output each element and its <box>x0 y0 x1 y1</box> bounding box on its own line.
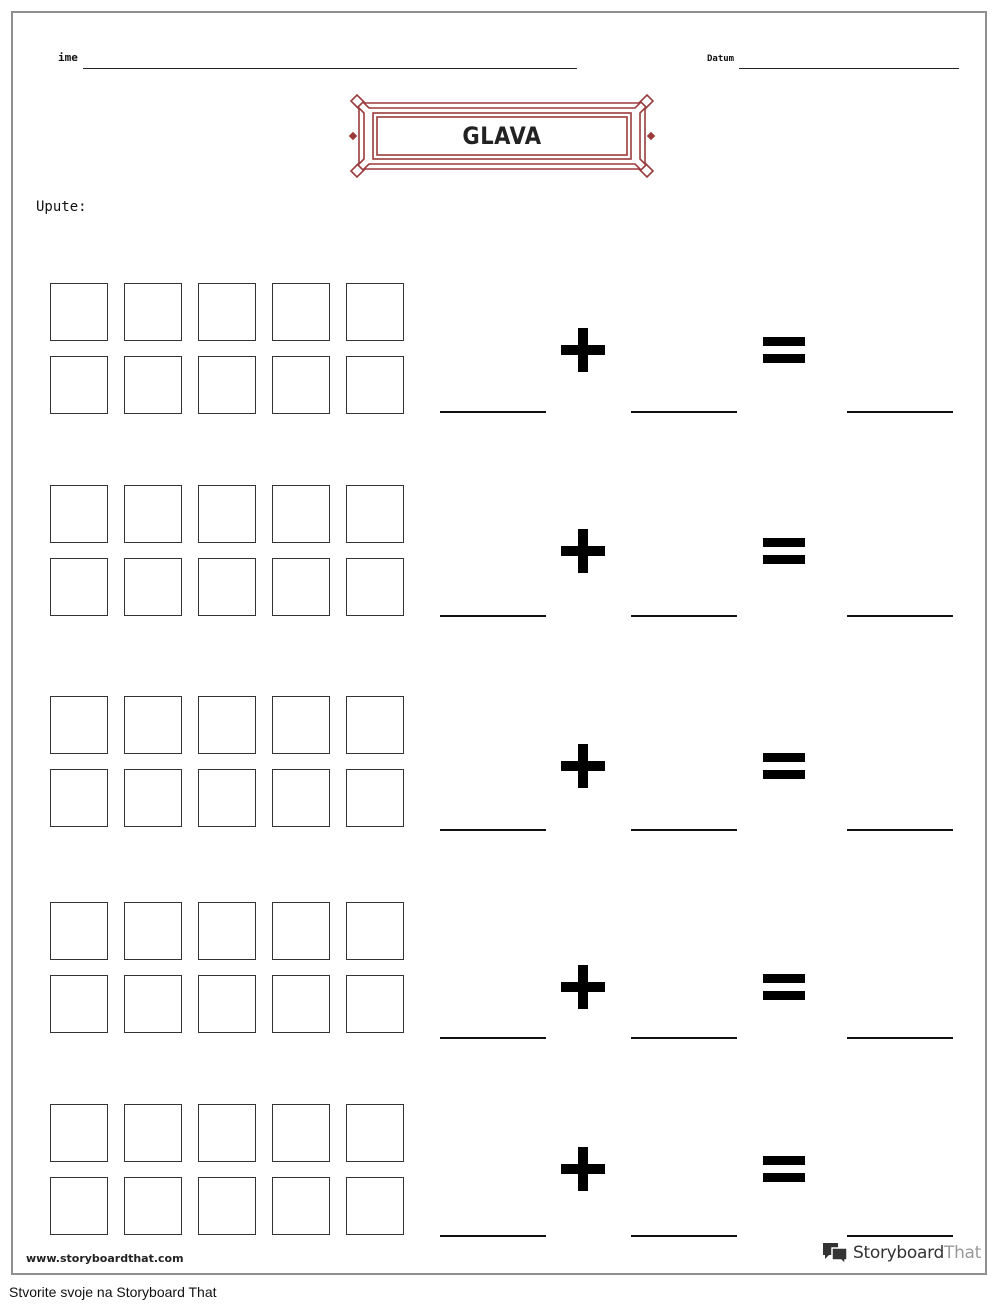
ten-frame-cell <box>198 1104 256 1162</box>
second-addend-line <box>631 1037 737 1039</box>
ten-frame-cell <box>198 485 256 543</box>
ten-frame-cell <box>272 283 330 341</box>
second-addend-line <box>631 411 737 413</box>
ten-frame-cell <box>346 283 404 341</box>
sum-answer-line <box>847 1235 953 1237</box>
ten-frame-cell <box>124 902 182 960</box>
sum-answer-line <box>847 1037 953 1039</box>
brand-name <box>853 1243 981 1263</box>
ten-frame-cell <box>50 902 108 960</box>
ten-frame-cell <box>50 1177 108 1235</box>
title-banner <box>347 91 657 181</box>
page-caption: Stvorite svoje na Storyboard That <box>9 1284 217 1300</box>
ten-frame-grid <box>50 283 410 418</box>
ten-frame-cell <box>198 769 256 827</box>
ten-frame-cell <box>346 1104 404 1162</box>
ten-frame-cell <box>272 558 330 616</box>
equals-icon <box>763 1154 805 1184</box>
ten-frame-cell <box>198 1177 256 1235</box>
ten-frame-cell <box>50 558 108 616</box>
ten-frame-cell <box>272 356 330 414</box>
ten-frame-cell <box>124 485 182 543</box>
ten-frame-cell <box>50 1104 108 1162</box>
ten-frame-cell <box>346 356 404 414</box>
ten-frame-cell <box>346 975 404 1033</box>
plus-icon <box>559 742 607 790</box>
problem-row <box>13 283 989 418</box>
ten-frame-cell <box>124 769 182 827</box>
ten-frame-cell <box>50 356 108 414</box>
ten-frame-grid <box>50 1104 410 1239</box>
ten-frame-cell <box>124 356 182 414</box>
ten-frame-cell <box>124 1177 182 1235</box>
ten-frame-cell <box>272 902 330 960</box>
storyboardthat-logo <box>821 1239 981 1267</box>
brand-name-dark: Storyboard <box>853 1243 944 1263</box>
plus-icon <box>559 1145 607 1193</box>
date-write-line <box>739 68 959 69</box>
ten-frame-cell <box>124 696 182 754</box>
ten-frame-cell <box>50 696 108 754</box>
ten-frame-cell <box>50 769 108 827</box>
ten-frame-cell <box>198 696 256 754</box>
ten-frame-grid <box>50 696 410 831</box>
instructions-label: Upute: <box>36 199 87 215</box>
problem-row <box>13 696 989 831</box>
ten-frame-cell <box>272 485 330 543</box>
ten-frame-grid <box>50 485 410 620</box>
worksheet-page <box>11 11 987 1275</box>
worksheet-title: GLAVA <box>462 122 542 150</box>
ten-frame-grid <box>50 902 410 1037</box>
brand-name-light: That <box>944 1243 982 1263</box>
first-addend-line <box>440 1037 546 1039</box>
ten-frame-cell <box>50 485 108 543</box>
ten-frame-cell <box>272 975 330 1033</box>
ten-frame-cell <box>346 485 404 543</box>
sum-answer-line <box>847 615 953 617</box>
ten-frame-cell <box>198 975 256 1033</box>
ten-frame-cell <box>272 769 330 827</box>
plus-icon <box>559 527 607 575</box>
problem-row <box>13 902 989 1037</box>
ten-frame-cell <box>272 696 330 754</box>
ten-frame-cell <box>124 975 182 1033</box>
ten-frame-cell <box>346 902 404 960</box>
ten-frame-cell <box>346 696 404 754</box>
equals-icon <box>763 335 805 365</box>
plus-icon <box>559 963 607 1011</box>
ten-frame-cell <box>346 558 404 616</box>
first-addend-line <box>440 411 546 413</box>
ten-frame-cell <box>346 1177 404 1235</box>
equals-icon <box>763 536 805 566</box>
second-addend-line <box>631 829 737 831</box>
speech-bubbles-icon <box>821 1240 849 1266</box>
second-addend-line <box>631 1235 737 1237</box>
ten-frame-cell <box>50 283 108 341</box>
plus-icon <box>559 326 607 374</box>
ten-frame-cell <box>198 558 256 616</box>
first-addend-line <box>440 615 546 617</box>
name-write-line <box>83 68 577 69</box>
footer-url: www.storyboardthat.com <box>26 1252 184 1265</box>
ten-frame-cell <box>50 975 108 1033</box>
ten-frame-cell <box>346 769 404 827</box>
first-addend-line <box>440 829 546 831</box>
equals-icon <box>763 751 805 781</box>
first-addend-line <box>440 1235 546 1237</box>
sum-answer-line <box>847 411 953 413</box>
date-label: Datum <box>707 54 735 64</box>
name-label: ime <box>58 51 78 64</box>
ten-frame-cell <box>124 283 182 341</box>
ten-frame-cell <box>198 356 256 414</box>
sum-answer-line <box>847 829 953 831</box>
ten-frame-cell <box>124 558 182 616</box>
second-addend-line <box>631 615 737 617</box>
problem-row <box>13 485 989 620</box>
ten-frame-cell <box>272 1177 330 1235</box>
ten-frame-cell <box>272 1104 330 1162</box>
problem-row <box>13 1104 989 1239</box>
ten-frame-cell <box>124 1104 182 1162</box>
equals-icon <box>763 972 805 1002</box>
ten-frame-cell <box>198 902 256 960</box>
ten-frame-cell <box>198 283 256 341</box>
